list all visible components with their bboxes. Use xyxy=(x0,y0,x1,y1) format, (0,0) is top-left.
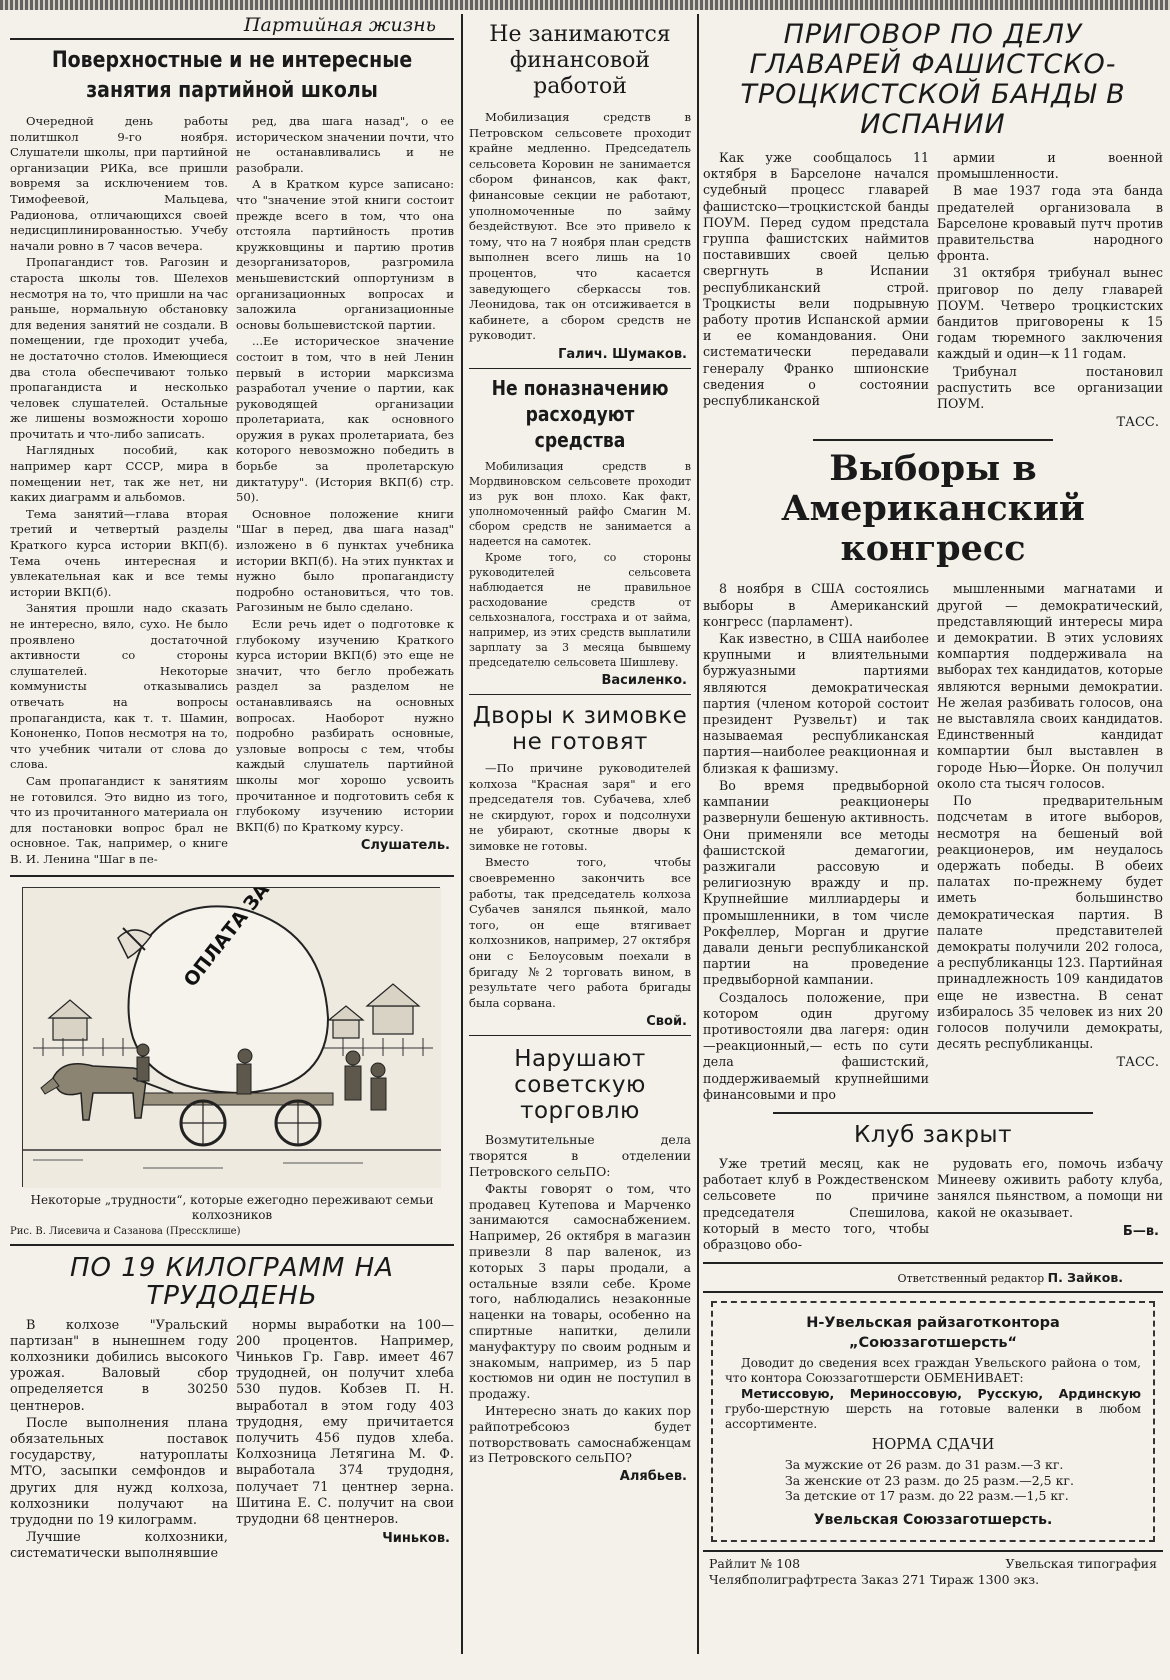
article-body-club xyxy=(703,1156,1163,1254)
signature: ТАСС. xyxy=(1116,1055,1159,1071)
paragraph: Во время предвыборной кампании реакционеры развернули бешеную активность. Они применяли все методы фашистской демагогии, разжигали рассовую и религиозную вражду и пр. Крупнейшие миллиардеры и промышленники, в том числе Рокфеллер, Морган и другие давали деньги республиканской партии на проведение предвыборной кампании. xyxy=(703,777,929,988)
right-column xyxy=(703,14,1163,1588)
article-col xyxy=(236,114,454,869)
article-col xyxy=(937,1156,1163,1254)
divider xyxy=(703,1291,1163,1293)
article-col xyxy=(236,1318,454,1564)
top-edge-strip xyxy=(0,0,1170,10)
article-title-club: Клуб закрыт xyxy=(853,1121,1012,1148)
paragraph: 8 ноября в США состоялись выборы в Американский конгресс (парламент). xyxy=(703,581,929,629)
paragraph: нормы выработки на 100—200 процентов. Например, Чиньков Гр. Гавр. имеет 467 трудодней, он получит хлеба 530 пудов. Кобзев П. Н. выработал в этом году 403 трудодня, ему причитается получить 456 пудов хлеба. Колхозница Летягина М. Ф. выработала 374 трудодня, получает 71 центнер зерна. Шитина Е. С. получит на свои трудодни 68 центнеров. xyxy=(236,1317,454,1527)
article-body-us-elections xyxy=(703,581,1163,1104)
article-title-finance: Не занимаются финансовой работой xyxy=(489,22,671,99)
article-title-us-elections: Выборы в Американский конгресс xyxy=(781,448,1085,570)
article-body-19kg xyxy=(10,1318,454,1564)
article-text xyxy=(469,761,691,1012)
article-col xyxy=(937,150,1163,433)
ad-wool-list: Метиссовую, Мериноссовую, Русскую, Ардинскую xyxy=(741,1386,1141,1402)
paragraph: Наглядных пособий, как например карт СССР, мира в помещении нет, так же нет, ни каких диаграмм и альбомов. xyxy=(10,443,228,505)
ad-norm-row: За мужские от 26 разм. до 31 разм.—3 кг. xyxy=(785,1457,1064,1473)
article-title-party-school: Поверхностные и не интересные занятия партийной школы xyxy=(51,48,413,103)
cartoon-caption: Некоторые „трудности“, которые ежегодно переживают семьи колхозников xyxy=(30,1192,434,1222)
editor-label: Ответственный редактор xyxy=(897,1272,1045,1286)
imprint-printer: Увельская типография xyxy=(1005,1555,1157,1571)
signature: Чиньков. xyxy=(382,1531,450,1547)
article-text xyxy=(937,1156,1163,1221)
left-column xyxy=(10,14,454,1564)
cartoon-drawing xyxy=(23,888,441,1188)
paragraph: Уже третий месяц, как не работает клуб в Рождественском сельсовете по причине председателя Спешилова, который в место того, чтобы образцово обо- xyxy=(703,1155,929,1252)
article-col xyxy=(703,581,929,1104)
article-text xyxy=(236,114,454,835)
article-col xyxy=(703,150,929,433)
signature: ТАСС. xyxy=(1116,415,1159,431)
article-body-trade xyxy=(469,1132,691,1466)
article-text xyxy=(703,150,929,409)
column-divider-right xyxy=(697,14,699,1654)
article-title-spending: Не поназначению расходуют средства xyxy=(491,375,669,452)
paragraph: В колхозе "Уральский партизан" в нынешнем году колхозники добились высокого урожая. Валовый сбор определяется в 30250 центнеров. xyxy=(10,1317,228,1414)
divider xyxy=(469,1035,691,1036)
divider xyxy=(10,875,454,877)
article-body-finance xyxy=(469,110,691,344)
paragraph: мышленными магнатами и другой — демократический, представляющий интересы мира и демократии. В этих условиях компартия поддерживала на выборах тех кандидатов, которые являются верными демократии. Не желая разбивать голосов, она не выставляла своих кандидатов. Единственный кандидат компартии был выставлен в городе Нью—Йорке. Он получил около ста тысяч голосов. xyxy=(937,581,1163,791)
article-text xyxy=(469,1132,691,1466)
paragraph: Сам пропагандист к занятиям не готовился. Это видно из того, что из прочитанного материала он для постановки вопрос брал не основное. Так, например, о книге В. И. Ленина "Шаг в пе- xyxy=(10,773,228,866)
article-text xyxy=(937,581,1163,1052)
paragraph: Тема занятий—глава вторая третий и четвертый разделы Краткого курса истории ВКП(б). Тема очень интересная и увлекательная как и все темы истории ВКП(б). xyxy=(10,506,228,599)
article-text xyxy=(469,459,691,670)
ad-wool-rest: грубо-шерстную шерсть на готовые валенки в любом ассортименте. xyxy=(725,1402,1141,1432)
article-text xyxy=(236,1318,454,1529)
signature: Б—в. xyxy=(1122,1223,1159,1239)
paragraph: 31 октября трибунал вынес приговор по делу главарей ПОУМ. Четверо троцкистских бандитов приговорены к 15 годам тюремного заключения каждый и один—к 11 годам. xyxy=(937,265,1163,362)
paragraph: Интересно знать до каких пор райпотребсоюз будет потворствовать самоснабженцам из Петровского сельПО? xyxy=(469,1402,691,1466)
paragraph: Если речь идет о подготовке к глубокому изучению Краткого курса истории ВКП(б) это еще не значит, что бегло пробежать раздел за разделом не останавливаясь на основных вопросах. Наоборот нужно подробно разбирать основные, узловые вопросы с тем, чтобы каждый слушатель партийной школы мог хорошо усвоить прочитанное и подготовить себя к глубокому изучению истории ВКП(б) по Краткому курсу. xyxy=(236,617,454,834)
paragraph: Создалось положение, при котором один другому противостояли два лагеря: один—реакционный,— есть по сути дела фашистский, поддерживаемый крупнейшими финансовыми и про xyxy=(703,989,929,1102)
paragraph: Как уже сообщалось 11 октября в Барселоне начался судебный процесс главарей фашистско—троцкистской банды ПОУМ. Перед судом предстала группа фашистских наймитов поставивших своей целью свергнуть в Испании республиканский строй. Троцкисты вели подрывную работу против Испанской армии и ее командования. Они систематически передавали генералу Франко шпионские сведения о состоянии республиканской xyxy=(703,150,929,409)
paragraph: А в Кратком курсе записано: что "значение этой книги состоит прежде всего в том, что она отстояла партийность против кружковщины и партию против дезорганизаторов, разгромила меньшевистский оппортунизм в организационных вопросах и заложила организационные основы большевистской партии. xyxy=(236,177,454,332)
article-title-winter: Дворы к зимовке не готовят xyxy=(472,702,688,755)
paragraph: Факты говорят о том, что продавец Кутепова и Марченко занимаются самоснабжением. Например, 26 октября в магазин привезли 8 пар валенок, из которых 3 пары продали, а остальные взяли себе. Кроме того, наблюдались незаконные наценки на товары, особенно на спиртные напитки, делили мануфактуру по своим родным и знакомым, например, из 5 пар костюмов ни один не поступил в продажу. xyxy=(469,1180,691,1402)
ad-signature: Увельская Союззаготшерсть. xyxy=(813,1511,1053,1528)
paragraph: Трибунал постановил распустить все организации ПОУМ. xyxy=(937,363,1163,412)
section-rubric: Партийная жизнь xyxy=(10,14,454,40)
imprint-line-2 xyxy=(703,1572,1163,1588)
signature: Слушатель. xyxy=(360,838,450,854)
ad-org-name: Н-Увельская райзаготконтора xyxy=(806,1315,1060,1332)
signature: Свой. xyxy=(646,1014,687,1030)
advertisement-box xyxy=(711,1301,1155,1542)
paragraph: Очередной день работы политшкол 9-го ноября. Слушатели школы, при партийной организации РИКа, все пришли вовремя за исключением тов. Тимофеевой, Мальцева, Радионова, отличающихся своей недисциплинированностью. Учебу начали ровно в 7 часов вечера. xyxy=(10,114,228,253)
paragraph: —По причине руководителей колхоза "Красная заря" и его председателя тов. Субачева, хлеб не скирдуют, горох и подсолнухи не убирают, скотные дворы к зимовке не готовы. xyxy=(469,760,691,853)
article-text xyxy=(703,581,929,1103)
imprint-order: Челябполиграфтреста Заказ 271 Тираж 1300 экз. xyxy=(709,1571,1040,1587)
article-title-spain: ПРИГОВОР ПО ДЕЛУ ГЛАВАРЕЙ ФАШИСТСКО-ТРОЦКИСТСКОЙ БАНДЫ В ИСПАНИИ xyxy=(740,19,1126,140)
article-col xyxy=(937,581,1163,1104)
cartoon-illustration xyxy=(22,887,440,1187)
paragraph: После выполнения плана обязательных поставок государству, натуроплаты МТО, засыпки семфондов и других для нужд колхоза, колхозники получают на трудодни по 19 килограмм. xyxy=(10,1415,228,1528)
imprint-license: Райлит № 108 xyxy=(709,1555,801,1571)
article-text xyxy=(10,114,228,868)
divider xyxy=(813,439,1053,441)
article-body-spending xyxy=(469,459,691,670)
paragraph: В мае 1937 года эта банда предателей организовала в Барселоне кровавый путч против правительства народного фронта. xyxy=(937,183,1163,264)
editor-line xyxy=(703,1270,1163,1285)
article-title-19kg: ПО 19 КИЛОГРАММ НА ТРУДОДЕНЬ xyxy=(70,1252,394,1311)
paragraph: рудовать его, помочь избачу Минееву оживить работу клуба, занялся пьянством, а помощи ни какой не оказывает. xyxy=(937,1155,1163,1220)
ad-norm-title: НОРМА СДАЧИ xyxy=(871,1437,995,1454)
ad-norm-row: За детские от 17 разм. до 22 разм.—1,5 кг. xyxy=(785,1488,1069,1504)
divider xyxy=(10,1244,454,1246)
paragraph: Кроме того, со стороны руководителей сельсовета наблюдается не правильное расходование средств от сельхозналога, госстраха и от займа, например, из этих средств выплатили зарплату за 3 месяца бывшему председателю сельсовета Шишлеву. xyxy=(469,550,691,669)
ad-intro-text: Доводит до сведения всех граждан Увельского района о том, что контора Союззаготшерсти ОБМЕНИВАЕТ: xyxy=(725,1356,1141,1386)
paragraph: Мобилизация средств в Мордвиновском сельсовете проходит из рук вон плохо. Как факт, уполномоченный райфо Смагин М. сбором средств не занимается а надеется на самотек. xyxy=(469,459,691,548)
article-text xyxy=(937,150,1163,412)
cartoon-credit: Рис. В. Лисевича и Сазанова (Прессклише) xyxy=(10,1225,241,1237)
article-body-winter xyxy=(469,761,691,1012)
paragraph: Лучшие колхозники, систематически выполнявшие xyxy=(10,1530,228,1562)
article-col xyxy=(10,114,228,869)
paragraph: По предварительным подсчетам в итоге выборов, несмотря на бешеный вой реакционеров, им неудалось одержать победы. В обеих палатах по-прежнему будет иметь большинство демократическая партия. В палате представителей демократы получили 202 голоса, а республиканцы 123. Партийная принадлежность 109 кандидатов еще не известна. В сенат избиралось 35 человек из них 20 голосов получили демократы, десять республиканцы. xyxy=(937,793,1163,1052)
article-body-spain xyxy=(703,150,1163,433)
article-body-party-school xyxy=(10,114,454,869)
paragraph: армии и военной промышленности. xyxy=(937,150,1163,182)
paragraph: Мобилизация средств в Петровском сельсовете проходит крайне медленно. Председатель сельсовета Коровин не занимается сбором финансов, как факт, финансовые секции не работают, уполномоченные по займу бездействуют. Все это привело к тому, что на 7 ноября план средств выполнен всего лишь на 10 процентов, что касается заведующего сберкассы тов. Леонидова, так он отсиживается в кабинете, а сбором средств не руководит. xyxy=(469,110,691,343)
paragraph: ред, два шага назад", о ее историческом значении почти, что не останавливались и не разобрали. xyxy=(236,114,455,175)
divider xyxy=(469,694,691,695)
divider xyxy=(703,1262,1163,1264)
paragraph: Вместо того, чтобы своевременно закончить все работы, так председатель колхоза Субачев занялся пьянкой, мало того, он еще втягивает колхозников, например, 27 октября они с Белоусовым поехали в бригаду №2 торговать вином, в результате чего работа бригады была сорвана. xyxy=(469,855,691,1010)
divider xyxy=(703,1550,1163,1552)
article-text xyxy=(10,1318,228,1563)
signature: Алябьев. xyxy=(619,1469,687,1485)
signature: Галич. Шумаков. xyxy=(558,346,687,362)
article-text xyxy=(469,110,691,344)
article-text xyxy=(703,1156,929,1253)
divider xyxy=(773,1112,1093,1114)
paragraph: Пропагандист тов. Рагозин и староста школы тов. Шелехов несмотря на то, что пришли на час раньше, нормальную обстановку для ведения занятий не создали. В помещении, где проходит учеба, не достаточно столов. Имеющиеся два стола обеспечивают только пропагандиста и несколько человек слушателей. Остальные же лишены возможности хорошо прочитать и что-либо записать. xyxy=(10,255,228,441)
ad-norm-row: За женские от 23 разм. до 25 разм.—2,5 кг. xyxy=(785,1472,1074,1488)
article-col xyxy=(10,1318,228,1564)
paragraph: ...Ее историческое значение состоит в том, что в ней Ленин первый в истории марксизма разработал учение о партии, как руководящей организации пролетариата, как основного оружия в руках пролетариата, без которого невозможно победить в борьбе за пролетарскую диктатуру". (История ВКП(б) стр. 50). xyxy=(236,334,454,505)
editor-name: П. Зайков. xyxy=(1047,1270,1123,1286)
divider xyxy=(469,368,691,369)
article-col xyxy=(703,1156,929,1254)
paragraph: Как известно, в США наиболее крупными и влиятельными буржуазными партиями являются демократическая партия (членом которой состоит президент Рузвельт) и так называемая республиканская партия—наиболее реакционная и близкая к фашизму. xyxy=(703,631,929,776)
paragraph: Занятия прошли надо сказать не интересно, вяло, сухо. Не было проявлено достаточной активности со стороны слушателей. Некоторые коммунисты отказывались отвечать на вопросы пропагандиста, как т. т. Шамин, Кононенко, Попов несмотря на то, что учебник читали от слова до слова. xyxy=(10,601,228,772)
signature: Василенко. xyxy=(601,672,687,688)
imprint-line-1 xyxy=(703,1556,1163,1572)
paragraph: Возмутительные дела творятся в отделении Петровского сельПО: xyxy=(469,1132,691,1179)
article-title-trade: Нарушают советскую торговлю xyxy=(514,1046,646,1125)
ad-wool-types xyxy=(725,1386,1141,1432)
ad-intro xyxy=(725,1356,1141,1386)
column-divider-left xyxy=(461,14,463,1654)
ad-org-name-2: „Союззаготшерсть“ xyxy=(848,1335,1018,1352)
middle-column xyxy=(469,14,691,1486)
paragraph: Основное положение книги "Шаг в перед, два шага назад" изложено в 6 пунктах учебника истории ВКП(б). На этих пунктах и нужно было пропагандисту подробно остановиться, что тов. Рагозиным не было сделано. xyxy=(236,506,454,615)
